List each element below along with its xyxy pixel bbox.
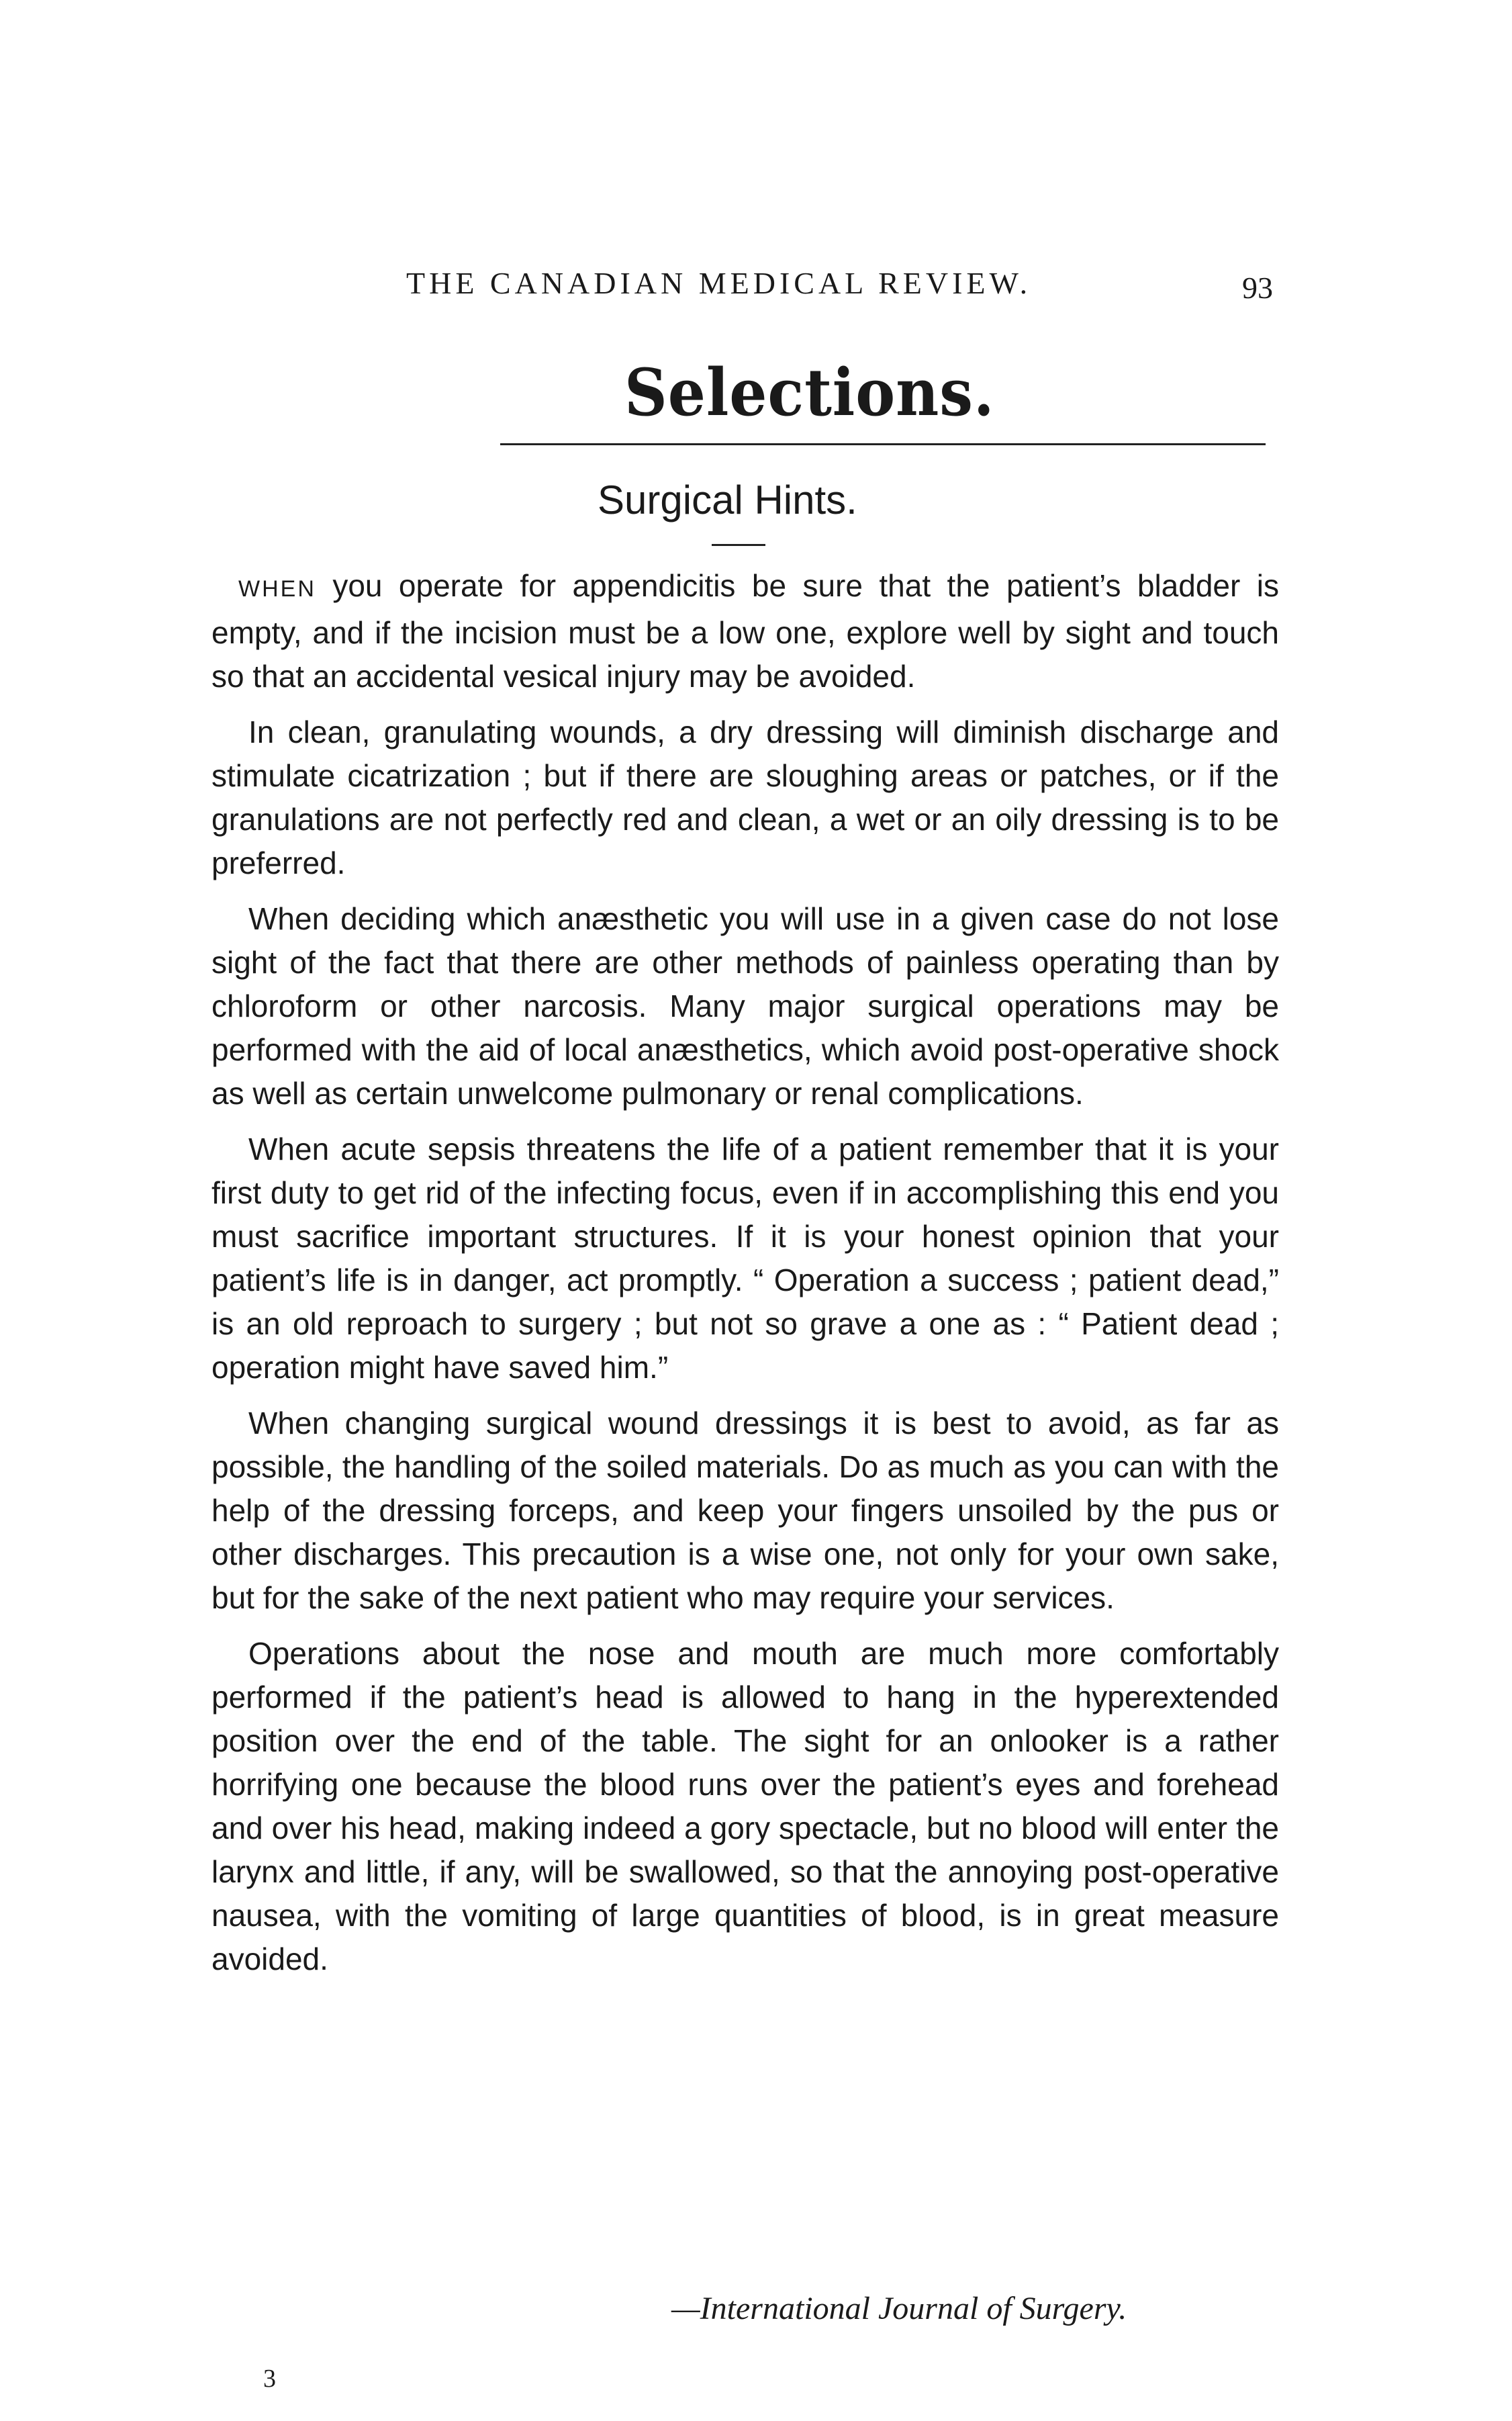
signature-mark: 3 [263, 2365, 276, 2393]
article-title: Surgical Hints. [598, 477, 857, 522]
paragraph-1 [211, 564, 1279, 698]
running-head: THE CANADIAN MEDICAL REVIEW. [406, 266, 1032, 300]
section-title: Selections. [624, 355, 995, 430]
paragraph-4: When acute sepsis threatens the life of a patient remember that it is your first duty to get rid of the infecting focus, even if in accomplishing this end you must sacrifice important structures. If it is your honest opinion that your patient’s life is in danger, act promptly. “ Operation a success ; patient dead,” is an old reproach to surgery ; but not so grave a one as : “ Patient dead ; operation might have saved him.” [211, 1132, 1279, 1385]
paragraph-3: When deciding which anæsthetic you will use in a given case do not lose sight of the fact that there are other methods of painless operating than by chloroform or other narcosis. Many major surgical operations may be performed with the aid of local anæsthetics, which avoid post-operative shock as well as certain unwelcome pulmonary or renal complications. [211, 901, 1279, 1111]
paragraph-2: In clean, granulating wounds, a dry dressing will diminish discharge and stimulate cicatrization ; but if there are sloughing areas or patches, or if the granulations are not perfectly red and clean, a wet or an oily dressing is to be preferred. [211, 715, 1279, 880]
title-rule [500, 443, 1266, 445]
article-body [211, 564, 1279, 1993]
paragraph-1-text: you operate for appendicitis be sure that the patient’s bladder is empty, and if the incision must be a low one, explore well by sight and touch so that an accidental vesical injury may be avoided. [211, 568, 1279, 694]
paragraph-5: When changing surgical wound dressings it is best to avoid, as far as possible, the handling of the soiled materials. Do as much as you can with the help of the dressing forceps, and keep your fingers unsoiled by the pus or other discharges. This precaution is a wise one, not only for your own sake, but for the sake of the next patient who may require your services. [211, 1406, 1279, 1615]
page-number: 93 [1242, 271, 1273, 305]
paragraph-6: Operations about the nose and mouth are much more comfortably performed if the patient’s head is allowed to hang in the hyperextended position over the end of the table. The sight for an onlooker is a rather horrifying one because the blood runs over the patient’s eyes and forehead and over his head, making indeed a gory spectacle, but no blood will enter the larynx and little, if any, will be swallowed, so that the annoying post-operative nausea, with the vomiting of large quantities of blood, is in great measure avoided. [211, 1636, 1279, 1976]
drop-caps-word: WHEN [238, 576, 316, 602]
short-rule [712, 544, 765, 546]
attribution: —International Journal of Surgery. [671, 2291, 1127, 2326]
